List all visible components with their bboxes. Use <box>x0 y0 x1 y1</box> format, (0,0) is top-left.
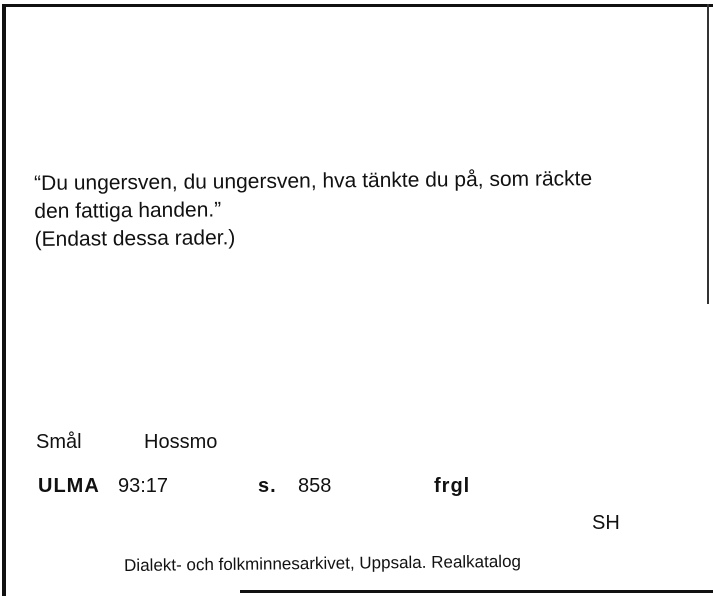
text-line-2: den fattiga handen.” <box>34 198 222 223</box>
collector-initials: SH <box>592 512 620 534</box>
page-label: s. <box>258 475 277 497</box>
card-border-left <box>2 4 6 596</box>
page-number: 858 <box>298 475 332 497</box>
card-border-bottom <box>240 590 713 593</box>
archive-code: ULMA <box>38 475 100 497</box>
region-label: Smål <box>36 431 82 453</box>
volume-number: 93:17 <box>118 475 169 497</box>
place-label: Hossmo <box>144 431 218 453</box>
text-line-3: (Endast dessa rader.) <box>34 226 236 251</box>
card-border-right <box>707 4 709 304</box>
card-border-top <box>4 4 713 7</box>
location-line <box>36 431 217 454</box>
card-text <box>34 164 695 254</box>
type-code: frgl <box>434 475 471 497</box>
archive-footer: Dialekt- och folkminnesarkivet, Uppsala. Realkatalog <box>124 551 522 575</box>
text-line-1: “Du ungersven, du ungersven, hva tänkte du på, som räckte <box>34 167 593 195</box>
